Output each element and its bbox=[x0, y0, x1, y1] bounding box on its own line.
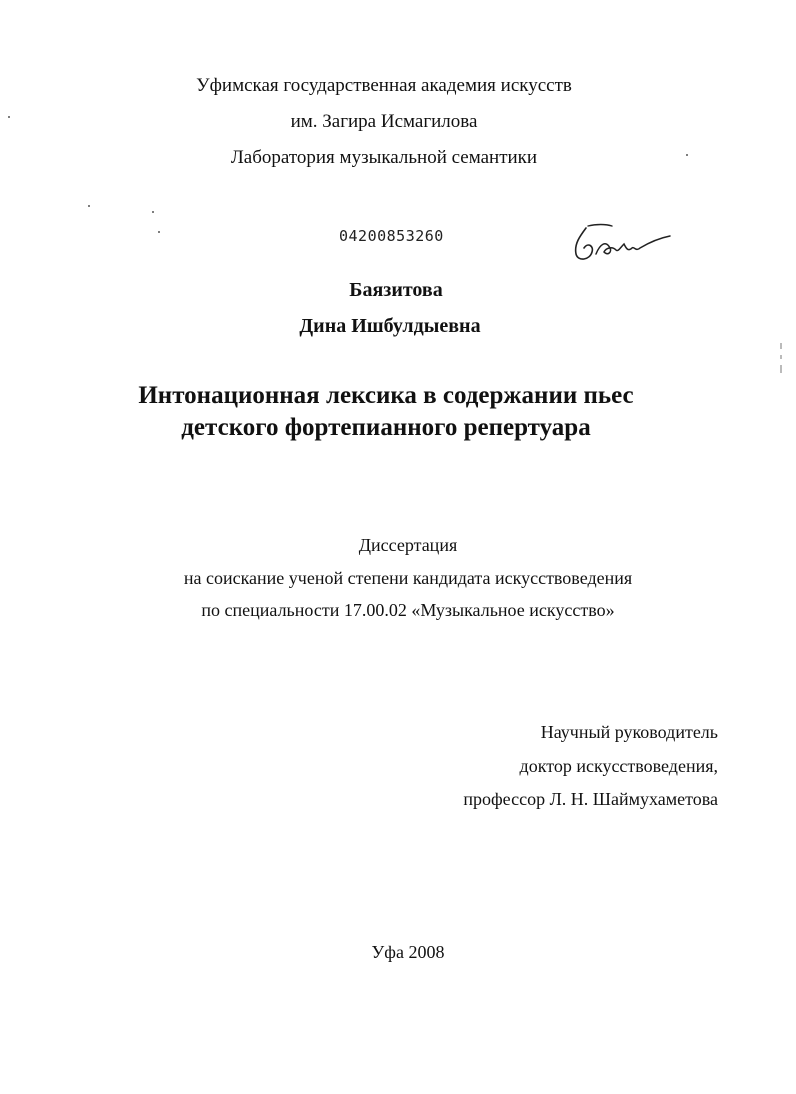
thesis-title-line-2: детского фортепианного репертуара bbox=[181, 414, 591, 441]
scan-edge-mark bbox=[778, 343, 784, 377]
handwritten-signature bbox=[566, 218, 676, 268]
thesis-title-line-1: Интонационная лексика в содержании пьес bbox=[138, 382, 634, 409]
scan-speck bbox=[8, 116, 10, 118]
supervisor-name: профессор Л. Н. Шаймухаметова bbox=[463, 789, 718, 809]
scan-speck bbox=[158, 231, 160, 233]
dissertation-specialty: по специальности 17.00.02 «Музыкальное искусство» bbox=[201, 600, 615, 620]
author-given-names: Дина Ишбулдыевна bbox=[299, 315, 481, 337]
dissertation-type: Диссертация bbox=[358, 535, 458, 555]
institution-name: Уфимская государственная академия искусств bbox=[196, 75, 572, 96]
document-code: 04200853260 bbox=[339, 227, 444, 245]
supervisor-role: Научный руководитель bbox=[540, 722, 718, 742]
scan-speck bbox=[152, 211, 154, 213]
institution-named-after: им. Загира Исмагилова bbox=[290, 111, 478, 132]
laboratory-name: Лаборатория музыкальной семантики bbox=[230, 147, 538, 168]
scan-speck bbox=[686, 154, 688, 156]
author-surname: Баязитова bbox=[349, 279, 443, 301]
scan-speck bbox=[88, 205, 90, 207]
place-and-year: Уфа 2008 bbox=[371, 942, 445, 962]
supervisor-degree: доктор искусствоведения, bbox=[519, 756, 718, 776]
dissertation-degree: на соискание ученой степени кандидата искусствоведения bbox=[183, 568, 633, 588]
